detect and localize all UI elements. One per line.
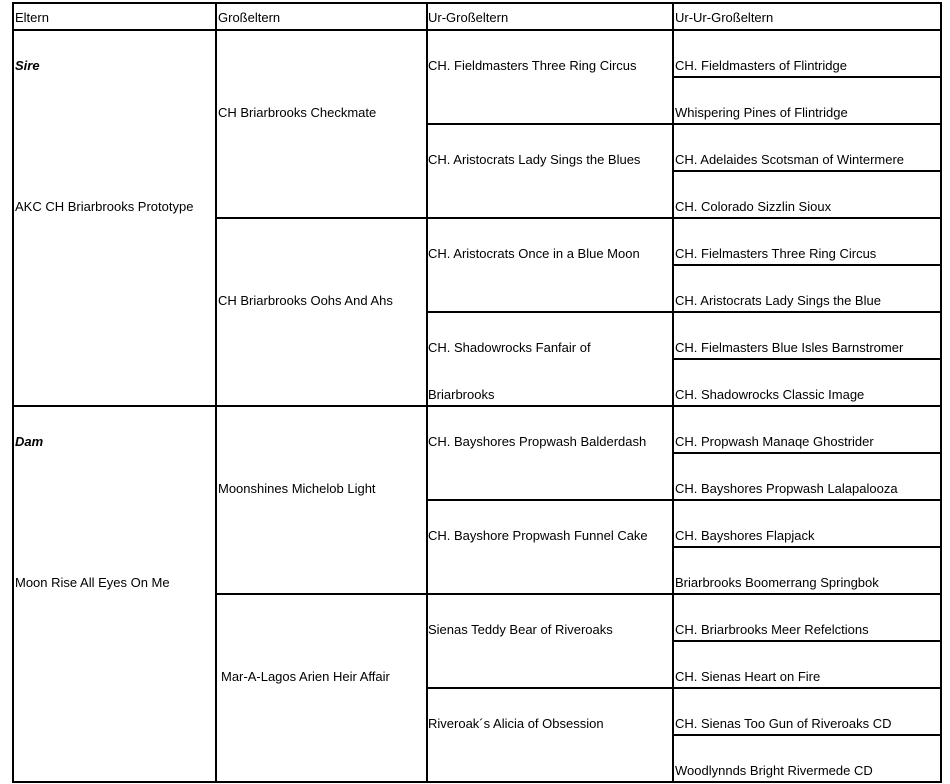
great-grandparent-name: CH. Bayshore Propwash Funnel Cake — [428, 528, 648, 543]
grandparent-name: Mar-A-Lagos Arien Heir Affair — [221, 669, 390, 684]
sire-name: AKC CH Briarbrooks Prototype — [15, 199, 194, 214]
sire-label: Sire — [15, 58, 40, 73]
great-great-grandparent-name: CH. Fielmasters Three Ring Circus — [675, 246, 877, 261]
column-divider — [940, 2, 942, 783]
great-great-grandparent-name: CH. Adelaides Scotsman of Wintermere — [675, 152, 905, 167]
row-divider — [426, 311, 942, 313]
great-great-grandparent-name: CH. Fielmasters Blue Isles Barnstromer — [675, 340, 904, 355]
dam-label: Dam — [15, 434, 44, 449]
column-header: Ur-Ur-Großeltern — [675, 10, 774, 25]
column-header: Ur-Großeltern — [428, 10, 509, 25]
great-great-grandparent-name: Whispering Pines of Flintridge — [675, 105, 848, 120]
great-grandparent-name: Sienas Teddy Bear of Riveroaks — [428, 622, 613, 637]
row-divider — [12, 405, 942, 407]
great-great-grandparent-name: CH. Bayshores Propwash Lalapalooza — [675, 481, 898, 496]
grandparent-name: Moonshines Michelob Light — [218, 481, 376, 496]
table-top-border — [12, 2, 942, 4]
great-great-grandparent-name: Woodlynnds Bright Rivermede CD — [675, 763, 873, 778]
grandparent-name: CH Briarbrooks Oohs And Ahs — [218, 293, 393, 308]
great-grandparent-name: CH. Aristocrats Once in a Blue Moon — [428, 246, 640, 261]
row-divider — [672, 452, 942, 454]
column-header: Großeltern — [218, 10, 281, 25]
great-great-grandparent-name: CH. Bayshores Flapjack — [675, 528, 815, 543]
row-divider — [426, 123, 942, 125]
column-header: Eltern — [15, 10, 49, 25]
column-divider — [12, 2, 14, 783]
header-bottom-border — [12, 29, 942, 31]
row-divider — [672, 264, 942, 266]
dam-name: Moon Rise All Eyes On Me — [15, 575, 170, 590]
great-grandparent-name: Riveroak´s Alicia of Obsession — [428, 716, 604, 731]
row-divider — [426, 499, 942, 501]
column-divider — [672, 2, 674, 783]
row-divider — [672, 76, 942, 78]
row-divider — [672, 734, 942, 736]
great-grandparent-name: Briarbrooks — [428, 387, 495, 402]
row-divider — [672, 640, 942, 642]
row-divider — [215, 593, 942, 595]
great-great-grandparent-name: CH. Sienas Heart on Fire — [675, 669, 821, 684]
great-great-grandparent-name: CH. Aristocrats Lady Sings the Blue — [675, 293, 881, 308]
great-great-grandparent-name: Briarbrooks Boomerrang Springbok — [675, 575, 879, 590]
row-divider — [426, 687, 942, 689]
row-divider — [672, 358, 942, 360]
great-great-grandparent-name: CH. Sienas Too Gun of Riveroaks CD — [675, 716, 892, 731]
grandparent-name: CH Briarbrooks Checkmate — [218, 105, 377, 120]
great-grandparent-name: CH. Shadowrocks Fanfair of — [428, 340, 591, 355]
great-grandparent-name: CH. Bayshores Propwash Balderdash — [428, 434, 647, 449]
table-bottom-border — [12, 781, 942, 783]
row-divider — [672, 546, 942, 548]
great-great-grandparent-name: CH. Fieldmasters of Flintridge — [675, 58, 847, 73]
great-great-grandparent-name: CH. Propwash Manaqe Ghostrider — [675, 434, 874, 449]
row-divider — [215, 217, 942, 219]
great-grandparent-name: CH. Aristocrats Lady Sings the Blues — [428, 152, 641, 167]
great-great-grandparent-name: CH. Colorado Sizzlin Sioux — [675, 199, 832, 214]
great-great-grandparent-name: CH. Briarbrooks Meer Refelctions — [675, 622, 869, 637]
row-divider — [672, 170, 942, 172]
great-grandparent-name: CH. Fieldmasters Three Ring Circus — [428, 58, 637, 73]
column-divider — [215, 2, 217, 783]
great-great-grandparent-name: CH. Shadowrocks Classic Image — [675, 387, 865, 402]
